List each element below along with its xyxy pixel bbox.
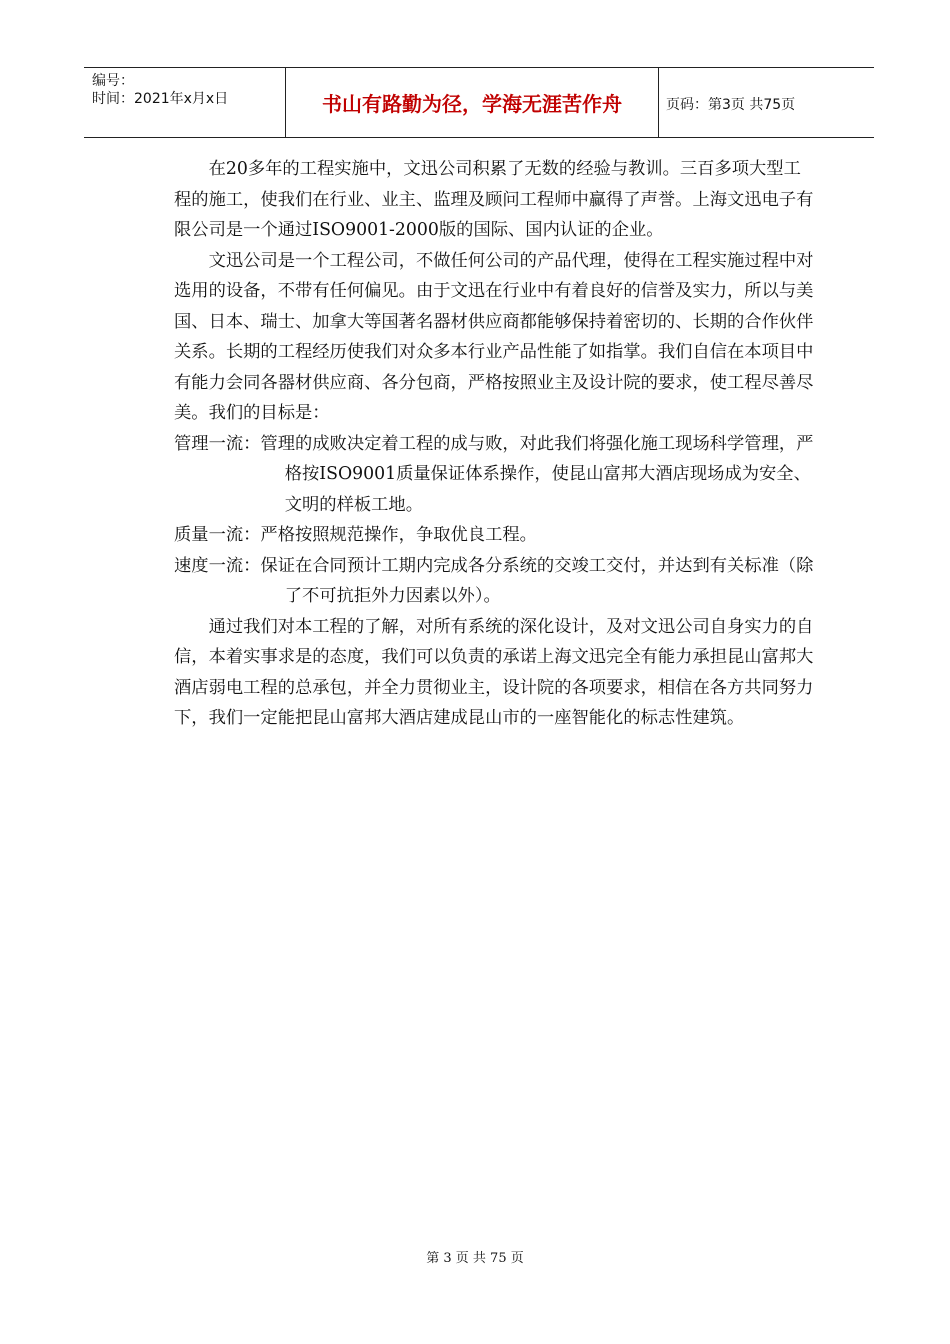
header-page-info: 页码：第3页 共75页 (666, 97, 796, 113)
header-meta (92, 72, 282, 108)
page-footer (0, 1247, 950, 1266)
goal-speed: 速度一流：保证在合同预计工期内完成各分系统的交竣工交付，并达到有关标准（除了不可抗拒外力因素以外）。 (174, 555, 814, 606)
goal-quality: 质量一流：严格按照规范操作，争取优良工程。 (174, 525, 537, 545)
document-body (174, 154, 814, 734)
footer-page-number: 第 3 页 共 75 页 (426, 1251, 524, 1266)
page-header (84, 67, 874, 138)
paragraph: 通过我们对本工程的了解，对所有系统的深化设计，及对文迅公司自身实力的自信，本着实事求是的态度，我们可以负责的承诺上海文迅完全有能力承担昆山富邦大酒店弱电工程的总承包，并全力贯彻业主，设计院的各项要求，相信在各方共同努力下，我们一定能把昆山富邦大酒店建成昆山市的一座智能化的标志性建筑。 (174, 616, 814, 728)
paragraph: 文迅公司是一个工程公司，不做任何公司的产品代理，使得在工程实施过程中对选用的设备，不带有任何偏见。由于文迅在行业中有着良好的信誉及实力，所以与美国、日本、瑞士、加拿大等国著名器材供应商都能够保持着密切的、长期的合作伙伴关系。长期的工程经历使我们对众多本行业产品性能了如指掌。我们自信在本项目中有能力会同各器材供应商、各分包商，严格按照业主及设计院的要求，使工程尽善尽美。我们的目标是： (174, 250, 814, 423)
goal-management: 管理一流：管理的成败决定着工程的成与败，对此我们将强化施工现场科学管理，严格按ISO9001质量保证体系操作，使昆山富邦大酒店现场成为安全、文明的样板工地。 (174, 433, 814, 515)
document-date: 时间：2021年x月x日 (92, 91, 229, 107)
paragraph: 在20多年的工程实施中，文迅公司积累了无数的经验与教训。三百多项大型工程的施工，使我们在行业、业主、监理及顾问工程师中赢得了声誉。上海文迅电子有限公司是一个通过ISO9001-2000版的国际、国内认证的企业。 (174, 159, 814, 240)
header-motto: 书山有路勤为径，学海无涯苦作舟 (285, 68, 659, 137)
document-number-label: 编号： (92, 73, 134, 89)
